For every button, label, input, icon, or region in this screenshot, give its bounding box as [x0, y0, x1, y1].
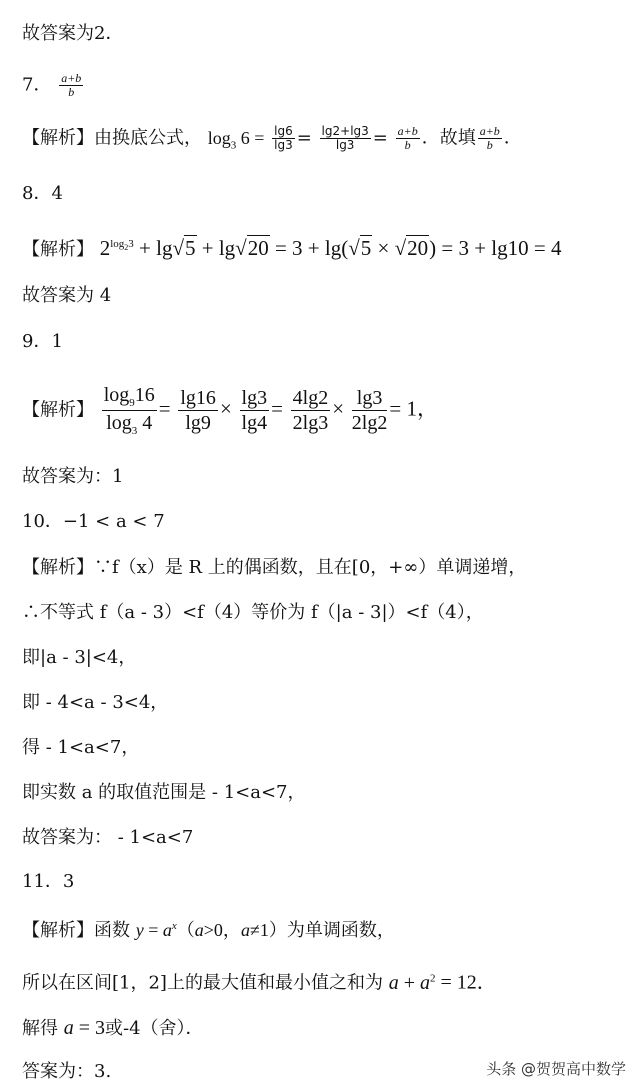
q10-line-2: ∴不等式 f（a - 3）<f（4）等价为 f（|a - 3|）<f（4），	[22, 602, 484, 623]
q10-line-1: 【解析】∵f（x）是 R 上的偶函数，且在[0，+∞）单调递增，	[22, 557, 527, 578]
frac-lg6-lg3: $\frac{\lg 6}{\lg 3}$	[274, 124, 293, 153]
frac-ab-b: $\frac{a+b}{b}$	[397, 124, 418, 153]
frac-lg2lg3-lg3: $\frac{\lg 2+\lg 3}{\lg 3}$	[321, 124, 369, 153]
q9-answer: 故答案为：1	[22, 466, 124, 487]
frac-ab-b-final: $\frac{a+b}{b}$	[479, 124, 500, 153]
q8-title: 8．4	[22, 183, 63, 204]
q7-title: 7． $\frac{a+b}{b}$	[22, 71, 82, 100]
frac-log9-log3: $\frac{\log_916}{\log_3 4}$	[103, 384, 155, 438]
q8-expression: $2^{log_23} + \lg√5 + \lg√20 = 3 + \lg(√5 \times √20)$	[99, 236, 442, 260]
answer-line-6: 故答案为2．	[22, 23, 124, 44]
q9-solution: 【解析】 $\frac{\log_916}{\log_3 4}$ = $\frac{\lg 16}{\lg 9}$ × $\frac{\lg 3}{\lg 4}$ = $\frac{4\lg 2}{2\lg 3}$ × $\frac{\lg 3}{2\lg 2}$ = 1，	[22, 384, 438, 438]
q11-line-3: 解得 a = 3或-4（舍）．	[22, 1017, 204, 1039]
log-expr: $\log_3 6$ =	[207, 127, 265, 152]
q10-line-4: 即 - 4<a - 3<4，	[22, 692, 169, 713]
q10-answer: 故答案为： - 1<a<7	[22, 827, 194, 848]
function-expr: $y = a^x(a>0$，a≠1）	[135, 920, 287, 940]
q11-line-1: 【解析】函数 $y = a^x(a>0$，a≠1）为单调函数，	[22, 920, 395, 941]
watermark: 头条 @贺贺高中数学	[486, 1060, 626, 1078]
frac-4lg2-2lg3: $\frac{4\lg 2}{2\lg 3}$	[292, 387, 329, 435]
q7-solution: 【解析】由换底公式， $\log_3 6$ = $\frac{\lg 6}{\lg 3}$ = $\frac{\lg 2+\lg 3}{\lg 3}$ = $\frac{a+b}{b}$ ．故填 $\frac{a+b}{b}$ ．	[22, 124, 522, 153]
q10-line-5: 得 - 1<a<7，	[22, 737, 140, 758]
q9-title: 9．1	[22, 331, 63, 352]
q10-line-6: 即实数 a 的取值范围是 - 1<a<7，	[22, 782, 306, 803]
q7-fraction: $\frac{a+b}{b}$	[61, 71, 82, 100]
q10-line-3: 即|a - 3|<4，	[22, 647, 137, 668]
frac-lg3-2lg2: $\frac{\lg 3}{2\lg 2}$	[351, 387, 388, 435]
q8-answer: 故答案为 4	[22, 285, 112, 306]
q8-solution: 【解析】 $2^{log_23} + \lg√5 + \lg√20 = 3 + \lg(√5 \times √20) = 3 + \lg 10 = 4$	[22, 236, 562, 260]
frac-lg16-lg9: $\frac{\lg 16}{\lg 9}$	[180, 387, 216, 435]
q11-title: 11．3	[22, 871, 75, 892]
q11-answer: 答案为：3.	[22, 1061, 112, 1082]
q10-title: 10．−1 < a < 7	[22, 511, 165, 532]
frac-lg3-lg4: $\frac{\lg 3}{\lg 4}$	[241, 387, 268, 435]
q11-line-2: 所以在区间[1，2]上的最大值和最小值之和为 $a + a^2 = 12$．	[22, 971, 497, 994]
